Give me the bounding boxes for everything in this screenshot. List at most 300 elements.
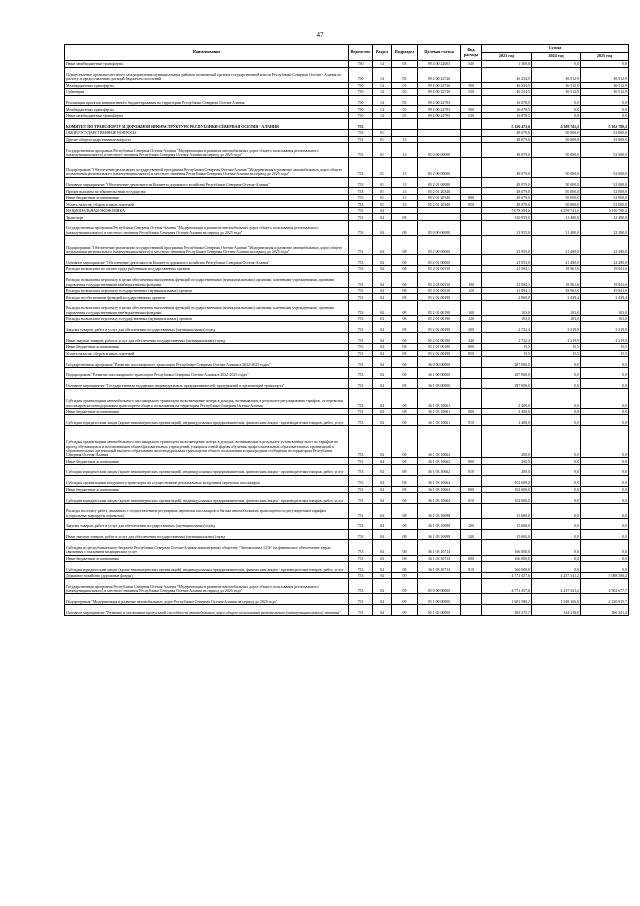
row-section: 01	[373, 130, 392, 137]
row-name: Субсидия организациям автомобильного пассажирского транспорта на возмещение потерь в доходах, возникающих в результате установления льгот по тарифам на проезд обучающихся и воспитанников общеобразовательных учреждений, учащихся очной формы обучения профессиональных образовательных организаций и образовательных организаций высшего образования железнодорожным транспортом общего пользования в пригородном сообщении на территории Республики Северная Осетия-Алания	[65, 426, 349, 458]
row-subsection: 13	[392, 143, 418, 158]
row-amount-2023: 15,5	[482, 344, 532, 351]
row-target-item: 99 4 00 22726	[418, 89, 461, 96]
row-target-item: 05 0 00 00000	[418, 220, 461, 235]
row-name: Субсидия организациям воздушного транспорта на осуществление региональных воздушных перевозок пассажиров	[65, 475, 349, 486]
row-amount-2023: 2 400,0	[482, 389, 532, 408]
row-amount-2023: 287 000,0	[482, 378, 532, 389]
row-section: 04	[373, 555, 392, 562]
row-ministry: 753	[349, 518, 373, 529]
row-amount-2023: 287 000,0	[482, 357, 532, 368]
row-target-item: 05 2 00 00000	[418, 158, 461, 177]
row-amount-2025: 22 280,0	[581, 255, 629, 266]
row-ministry: 753	[349, 322, 373, 333]
row-amount-2023: 287 000,0	[482, 367, 532, 378]
row-amount-2024: 18 961,6	[532, 272, 581, 287]
row-amount-2025: 0,0	[581, 529, 629, 540]
row-subsection: 03	[392, 61, 418, 68]
row-section: 01	[373, 194, 392, 201]
row-section: 14	[373, 67, 392, 82]
row-name: Дорожное хозяйство (дорожные фонды)	[65, 572, 349, 579]
row-amount-2024: 36 512,9	[532, 82, 581, 89]
row-section: 04	[373, 464, 392, 475]
row-ministry: 753	[349, 266, 373, 273]
row-section: 04	[373, 475, 392, 486]
row-name: Расходы на выплаты персоналу государственных (муниципальных) органов	[65, 287, 349, 294]
row-target-item: 05 0 00 00000	[418, 143, 461, 158]
row-target-item: 99 4 00 22795	[418, 112, 461, 119]
row-amount-2025: 103,0	[581, 300, 629, 315]
row-ministry: 753	[349, 214, 373, 221]
row-name: Иные бюджетные ассигнования	[65, 408, 349, 415]
row-amount-2025: 0,0	[581, 95, 629, 106]
row-target-item: 05 2 01 00110	[418, 272, 461, 287]
row-name: Субвенции	[65, 89, 349, 96]
row-target-item: 05 2 01 00190	[418, 344, 461, 351]
row-section: 04	[373, 486, 392, 493]
header-name: Наименование	[65, 45, 349, 61]
header-target-item: Целевая статья	[418, 45, 461, 61]
table-row	[65, 594, 629, 605]
row-ministry: 753	[349, 220, 373, 235]
row-amount-2023: 48 079,0	[482, 201, 532, 208]
row-amount-2025: 0,0	[581, 61, 629, 68]
row-target-item: 05 2 01 20340	[418, 188, 461, 195]
row-ministry: 753	[349, 255, 373, 266]
row-expense-type: 810	[461, 493, 482, 504]
row-subsection: 13	[392, 201, 418, 208]
row-amount-2025: 22 280,0	[581, 220, 629, 235]
row-subsection: 08	[392, 266, 418, 273]
table-row	[65, 272, 629, 287]
row-target-item: 36 1 03 10661	[418, 408, 461, 415]
budget-table	[64, 44, 629, 616]
row-amount-2025: 19 841,6	[581, 266, 629, 273]
table-row	[65, 426, 629, 458]
row-subsection	[392, 119, 418, 130]
row-ministry: 753	[349, 486, 373, 493]
table-row	[65, 300, 629, 315]
row-name: Межбюджетные трансферты	[65, 106, 349, 113]
table-row	[65, 119, 629, 130]
row-amount-2023: 102 600,0	[482, 486, 532, 493]
row-subsection: 03	[392, 106, 418, 113]
header-sum: Сумма	[482, 45, 629, 53]
row-amount-2023: 166 000,0	[482, 540, 532, 555]
row-section: 04	[373, 378, 392, 389]
row-amount-2024: 50 000,0	[532, 194, 581, 201]
row-amount-2024: 21 400,0	[532, 255, 581, 266]
row-target-item: 05 2 01 00190	[418, 322, 461, 333]
row-subsection: 08	[392, 300, 418, 315]
row-ministry: 753	[349, 194, 373, 201]
row-amount-2025: 15,5	[581, 350, 629, 357]
row-name: Расходы на выплаты персоналу в целях обеспечения выполнения функций государственными (муниципальными) органами, казенными учреждениями, органами управления государственными внебюджетными фондами	[65, 300, 349, 315]
row-amount-2023: 21 094,1	[482, 272, 532, 287]
row-amount-2024: 0,0	[532, 357, 581, 368]
budget-table-body	[65, 61, 629, 616]
row-amount-2024: 18 961,6	[532, 287, 581, 294]
row-ministry: 753	[349, 333, 373, 344]
row-amount-2024: 0,0	[532, 562, 581, 573]
row-amount-2025: 5 162 780,2	[581, 119, 629, 130]
row-target-item: 99 4 00 22795	[418, 95, 461, 106]
row-amount-2023: 21 094,1	[482, 266, 532, 273]
row-subsection: 08	[392, 458, 418, 465]
row-amount-2024: 0,0	[532, 529, 581, 540]
row-expense-type	[461, 119, 482, 130]
row-name: Подпрограмма "Обеспечение реализации государственной программы Республики Северная Осетия-Алания "Модернизация и развитие автомобильных дорог общего пользования регионального (межмуниципального) и местного значения Республики Северная Осетия-Алания на период до 2025 года"	[65, 236, 349, 255]
row-amount-2025: 52 000,0	[581, 201, 629, 208]
row-amount-2024: 0,0	[532, 458, 581, 465]
row-name: Уплата налогов, сборов и иных платежей	[65, 201, 349, 208]
row-name: Иные бюджетные ассигнования	[65, 486, 349, 493]
row-section: 14	[373, 82, 392, 89]
row-subsection: 08	[392, 518, 418, 529]
row-section: 01	[373, 177, 392, 188]
row-amount-2023: 1 681 580,2	[482, 594, 532, 605]
row-section: 04	[373, 562, 392, 573]
row-amount-2024: 1 548 166,0	[532, 594, 581, 605]
row-name: Иные закупки товаров, работ и услуг для обеспечения государственных (муниципальных) нужд	[65, 529, 349, 540]
row-amount-2024: 50 000,0	[532, 143, 581, 158]
row-name: Иные бюджетные ассигнования	[65, 194, 349, 201]
row-subsection: 08	[392, 503, 418, 518]
row-name: Субсидии юридическим лицам (кроме некоммерческих организаций), индивидуальным предпринимателям, физическим лицам - производителям товаров, работ, услуг	[65, 493, 349, 504]
row-amount-2024: 0,0	[532, 112, 581, 119]
row-subsection: 08	[392, 486, 418, 493]
row-amount-2023: 48 079,0	[482, 194, 532, 201]
row-target-item: 05 2 01 20340	[418, 201, 461, 208]
row-name: Иные бюджетные ассигнования	[65, 555, 349, 562]
table-row	[65, 143, 629, 158]
table-row	[65, 236, 629, 255]
row-expense-type	[461, 177, 482, 188]
row-ministry: 753	[349, 426, 373, 458]
row-ministry: 753	[349, 389, 373, 408]
row-ministry: 750	[349, 95, 373, 106]
row-amount-2024: 0,0	[532, 540, 581, 555]
row-section: 04	[373, 540, 392, 555]
row-subsection: 08	[392, 287, 418, 294]
table-row	[65, 529, 629, 540]
row-name: Государственная программа Республики Северная Осетия-Алания "Модернизация и развитие автомобильных дорог общего пользования регионального (межмуниципального) и местного значения Республики Северная Осетия-Алания на период до 2025 года"	[65, 143, 349, 158]
row-subsection: 08	[392, 493, 418, 504]
table-row	[65, 562, 629, 573]
table-row	[65, 579, 629, 594]
row-ministry: 753	[349, 493, 373, 504]
row-section: 01	[373, 188, 392, 195]
row-ministry: 753	[349, 177, 373, 188]
row-name: Субсидии юридическим лицам (кроме некоммерческих организаций), индивидуальным предпринимателям, физическим лицам - производителям товаров, работ, услуг	[65, 464, 349, 475]
row-subsection: 09	[392, 605, 418, 616]
row-target-item: 36 1 00 00000	[418, 367, 461, 378]
row-name: ОБЩЕГОСУДАРСТВЕННЫЕ ВОПРОСЫ	[65, 130, 349, 137]
row-section: 04	[373, 458, 392, 465]
row-amount-2024: 0,0	[532, 475, 581, 486]
row-ministry: 750	[349, 61, 373, 68]
row-amount-2024: 50 000,0	[532, 201, 581, 208]
row-subsection: 08	[392, 333, 418, 344]
header-section: Раздел	[373, 45, 392, 61]
row-amount-2025: 52 000,0	[581, 194, 629, 201]
row-amount-2023: 48 079,0	[482, 143, 532, 158]
row-target-item: 36 1 03 10714	[418, 555, 461, 562]
row-target-item: 36 1 03 10664	[418, 493, 461, 504]
row-amount-2023: 15,5	[482, 350, 532, 357]
row-subsection: 08	[392, 529, 418, 540]
row-target-item	[418, 119, 461, 130]
row-amount-2023: 15 600,0	[482, 518, 532, 529]
row-subsection: 08	[392, 322, 418, 333]
row-amount-2023: 48 079,0	[482, 158, 532, 177]
row-expense-type: 850	[461, 201, 482, 208]
table-row	[65, 357, 629, 368]
row-expense-type: 810	[461, 415, 482, 426]
row-ministry: 753	[349, 344, 373, 351]
row-amount-2025: 52 000,0	[581, 158, 629, 177]
row-expense-type	[461, 579, 482, 594]
row-ministry: 750	[349, 106, 373, 113]
row-amount-2023: 48 079,0	[482, 177, 532, 188]
row-amount-2024: 21 400,0	[532, 214, 581, 221]
row-amount-2023: 102 600,0	[482, 493, 532, 504]
row-target-item: 36 1 03 10698	[418, 529, 461, 540]
row-section: 04	[373, 408, 392, 415]
row-ministry: 753	[349, 136, 373, 143]
row-name: Основное мероприятие "Обеспечение деятельности Комитета дорожного хозяйства Республики Северная Осетия-Алания"	[65, 177, 349, 188]
row-section: 04	[373, 572, 392, 579]
row-amount-2023: 166 000,0	[482, 562, 532, 573]
row-amount-2025: 0,0	[581, 378, 629, 389]
row-section: 04	[373, 287, 392, 294]
row-name: Иные бюджетные ассигнования	[65, 458, 349, 465]
row-name: Уплата налогов, сборов и иных платежей	[65, 350, 349, 357]
page-number: 47	[316, 31, 324, 39]
row-name: Иные межбюджетные трансферты	[65, 112, 349, 119]
row-section: 04	[373, 350, 392, 357]
row-amount-2025: 2 220 015,7	[581, 594, 629, 605]
header-year-2024: 2024 год	[532, 53, 581, 61]
row-target-item: 05 1 00 00000	[418, 594, 461, 605]
row-amount-2025: 0,0	[581, 415, 629, 426]
row-expense-type	[461, 594, 482, 605]
row-amount-2023: 102 600,0	[482, 475, 532, 486]
row-amount-2024: 0,0	[532, 367, 581, 378]
row-amount-2025: 0,0	[581, 555, 629, 562]
row-section: 04	[373, 272, 392, 287]
row-amount-2023: 16 078,5	[482, 95, 532, 106]
row-subsection: 08	[392, 408, 418, 415]
row-target-item: 05 1 02 00000	[418, 605, 461, 616]
row-amount-2023: 23 955,0	[482, 220, 532, 235]
row-amount-2023: 46 234,5	[482, 82, 532, 89]
row-expense-type: 850	[461, 350, 482, 357]
row-amount-2023: 23 955,0	[482, 255, 532, 266]
row-ministry: 753	[349, 579, 373, 594]
row-section: 14	[373, 61, 392, 68]
row-expense-type	[461, 475, 482, 486]
row-target-item: 05 2 00 00000	[418, 236, 461, 255]
row-amount-2025: 0,0	[581, 106, 629, 113]
table-row	[65, 493, 629, 504]
row-amount-2023: 46 234,5	[482, 89, 532, 96]
row-amount-2023: 5 078 394,6	[482, 207, 532, 214]
row-name: Закупка товаров, работ и услуг для обеспечения государственных (муниципальных) нужд	[65, 322, 349, 333]
row-section	[373, 119, 392, 130]
row-expense-type	[461, 378, 482, 389]
row-section: 04	[373, 579, 392, 594]
row-amount-2024: 50 000,0	[532, 136, 581, 143]
row-amount-2024: 2 319,9	[532, 333, 581, 344]
row-target-item: 36 1 03 10664	[418, 486, 461, 493]
row-name: Прочие выплаты по обязательствам государства	[65, 188, 349, 195]
row-subsection: 13	[392, 188, 418, 195]
row-section: 04	[373, 344, 392, 351]
row-section: 04	[373, 357, 392, 368]
row-amount-2025: 52 000,0	[581, 136, 629, 143]
row-section: 04	[373, 315, 392, 322]
row-amount-2025: 4 902 677,7	[581, 579, 629, 594]
table-row	[65, 95, 629, 106]
row-expense-type: 120	[461, 287, 482, 294]
row-amount-2024: 144 238,0	[532, 605, 581, 616]
row-amount-2024: 50 000,0	[532, 130, 581, 137]
row-name: Иные закупки товаров, работ и услуг для обеспечения государственных (муниципальных) нужд	[65, 333, 349, 344]
row-amount-2023: 103,0	[482, 315, 532, 322]
row-amount-2024: 15,5	[532, 350, 581, 357]
row-subsection: 09	[392, 572, 418, 579]
row-subsection: 08	[392, 357, 418, 368]
row-amount-2025: 0,0	[581, 367, 629, 378]
row-amount-2025: 36 512,9	[581, 67, 629, 82]
table-row	[65, 605, 629, 616]
row-amount-2025: 5 088 500,2	[581, 572, 629, 579]
row-amount-2023: 15 600,0	[482, 529, 532, 540]
row-name: Транспорт	[65, 214, 349, 221]
row-ministry: 753	[349, 408, 373, 415]
row-section: 14	[373, 106, 392, 113]
row-expense-type	[461, 357, 482, 368]
row-amount-2025: 0,0	[581, 486, 629, 493]
row-target-item: 99 4 00 22726	[418, 67, 461, 82]
row-amount-2023: 23 955,0	[482, 236, 532, 255]
row-amount-2023: 48 079,0	[482, 136, 532, 143]
row-expense-type: 500	[461, 82, 482, 89]
row-amount-2024: 0,0	[532, 464, 581, 475]
row-subsection: 09	[392, 594, 418, 605]
row-expense-type: 240	[461, 529, 482, 540]
row-expense-type: 800	[461, 555, 482, 562]
row-section: 04	[373, 300, 392, 315]
row-amount-2023: 383 275,7	[482, 605, 532, 616]
row-expense-type	[461, 503, 482, 518]
row-name: Основное мероприятие "Государственная поддержка индивидуальных предпринимателей, предприятий и организаций транспорта"	[65, 378, 349, 389]
row-amount-2025: 22 280,0	[581, 214, 629, 221]
row-ministry: 753	[349, 357, 373, 368]
row-expense-type	[461, 220, 482, 235]
row-amount-2024: 18 961,6	[532, 266, 581, 273]
row-name: НАЦИОНАЛЬНАЯ ЭКОНОМИКА	[65, 207, 349, 214]
row-amount-2024: 0,0	[532, 518, 581, 529]
row-amount-2024: 50 000,0	[532, 177, 581, 188]
row-expense-type	[461, 426, 482, 458]
row-expense-type: 120	[461, 315, 482, 322]
row-expense-type: 800	[461, 408, 482, 415]
row-ministry: 750	[349, 67, 373, 82]
row-subsection: 08	[392, 294, 418, 301]
row-target-item: 36 1 03 10698	[418, 518, 461, 529]
table-row	[65, 220, 629, 235]
row-amount-2025: 0,0	[581, 518, 629, 529]
row-expense-type: 800	[461, 194, 482, 201]
table-row	[65, 518, 629, 529]
row-target-item: 36 1 03 00000	[418, 378, 461, 389]
row-subsection: 03	[392, 112, 418, 119]
row-ministry: 750	[349, 89, 373, 96]
row-target-item: 05 2 01 00190	[418, 350, 461, 357]
row-ministry: 753	[349, 540, 373, 555]
row-subsection: 08	[392, 350, 418, 357]
row-ministry: 753	[349, 287, 373, 294]
row-ministry: 753	[349, 143, 373, 158]
row-target-item: 36 1 03 10714	[418, 562, 461, 573]
row-amount-2024: 0,0	[532, 408, 581, 415]
row-name: Реализация проектов инициативного бюджетирования на территории Республики Северная Осетия-Алания	[65, 95, 349, 106]
table-row	[65, 67, 629, 82]
row-subsection: 08	[392, 315, 418, 322]
row-amount-2023: 5 126 473,6	[482, 119, 532, 130]
row-target-item: 99 4 00 22605	[418, 61, 461, 68]
table-row	[65, 540, 629, 555]
row-ministry: 750	[349, 112, 373, 119]
header-expense-type: Вид расхода	[461, 45, 482, 61]
row-subsection: 13	[392, 194, 418, 201]
row-amount-2024: 0,0	[532, 378, 581, 389]
row-subsection: 08	[392, 344, 418, 351]
row-target-item: 05 2 01 00110	[418, 287, 461, 294]
row-name: Закупка товаров, работ и услуг для обеспечения государственных (муниципальных) нужд	[65, 518, 349, 529]
row-amount-2025: 0,0	[581, 475, 629, 486]
row-subsection: 08	[392, 255, 418, 266]
row-section: 14	[373, 89, 392, 96]
row-subsection: 09	[392, 579, 418, 594]
row-amount-2024: 2 438,4	[532, 294, 581, 301]
row-section: 01	[373, 201, 392, 208]
row-expense-type: 530	[461, 89, 482, 96]
row-name: Подпрограмма "Развитие пассажирского транспорта Республики Северная Осетия-Алания в 2022-2025 годах"	[65, 367, 349, 378]
row-ministry: 753	[349, 475, 373, 486]
row-amount-2024: 0,0	[532, 493, 581, 504]
row-amount-2024: 50 000,0	[532, 158, 581, 177]
row-target-item: 05 2 01 00190	[418, 333, 461, 344]
row-subsection: 13	[392, 136, 418, 143]
row-amount-2024: 15,5	[532, 344, 581, 351]
row-section: 04	[373, 266, 392, 273]
row-amount-2025: 0,0	[581, 458, 629, 465]
row-ministry: 753	[349, 555, 373, 562]
row-target-item: 36 1 03 10661	[418, 415, 461, 426]
row-ministry: 753	[349, 236, 373, 255]
row-amount-2023: 310 955,0	[482, 214, 532, 221]
row-amount-2024: 21 400,0	[532, 220, 581, 235]
row-amount-2024: 0,0	[532, 503, 581, 518]
row-target-item: 05 2 01 00000	[418, 255, 461, 266]
table-row	[65, 415, 629, 426]
row-amount-2024: 0,0	[532, 415, 581, 426]
row-amount-2025: 52 000,0	[581, 177, 629, 188]
row-section: 04	[373, 367, 392, 378]
